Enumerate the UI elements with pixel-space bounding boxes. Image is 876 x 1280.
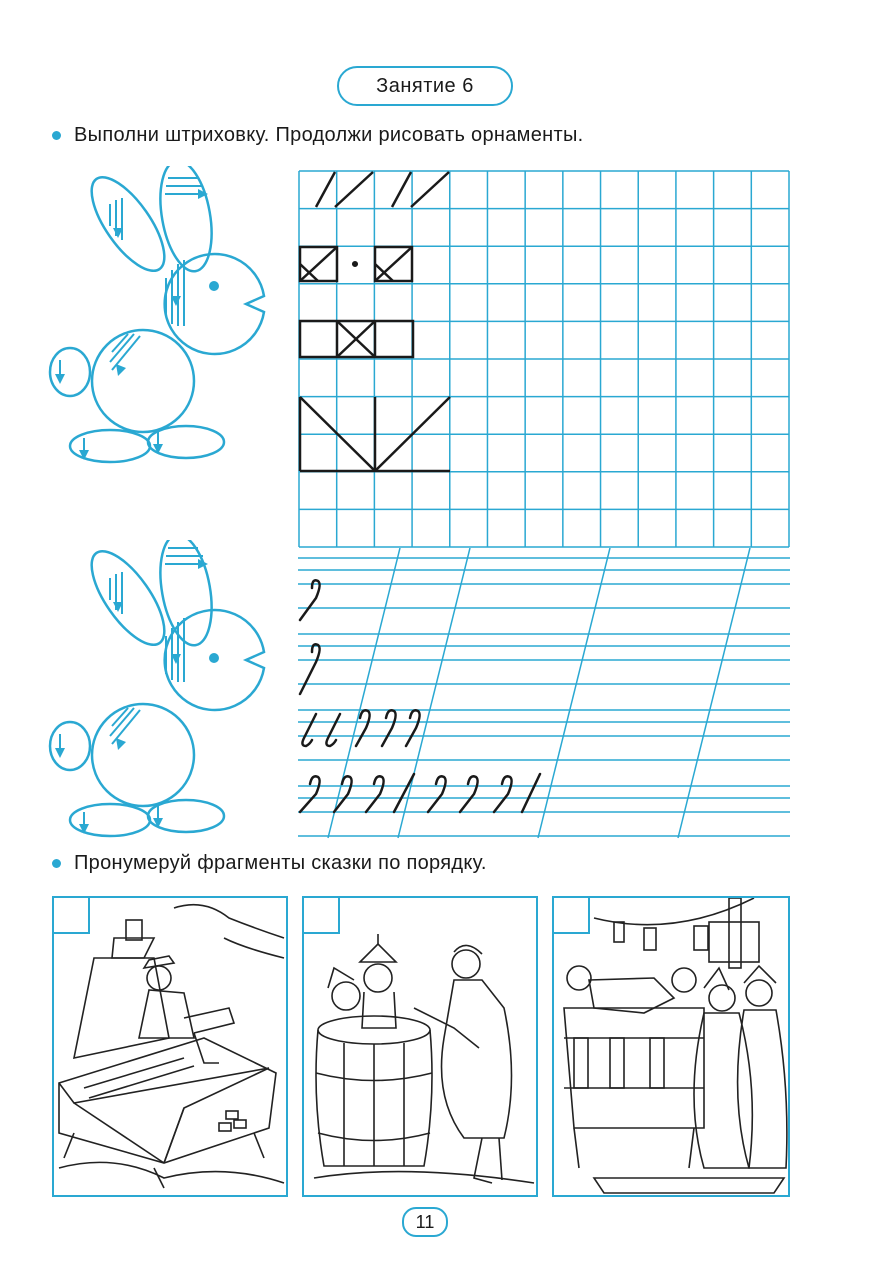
task-text: Пронумеруй фрагменты сказки по порядку. (74, 852, 487, 874)
task-instruction-numbering (52, 852, 487, 875)
emelya-on-stove-illustration (54, 898, 288, 1197)
number-input-box[interactable] (554, 898, 590, 934)
bullet-icon (52, 131, 61, 140)
task-instruction-shading (52, 124, 583, 147)
story-picture-3 (552, 896, 790, 1197)
handwriting-practice-lines (298, 548, 790, 844)
lesson-title: Занятие 6 (337, 66, 513, 106)
story-picture-2 (302, 896, 538, 1197)
story-picture-1 (52, 896, 288, 1197)
rabbit-shading-figure-1 (48, 166, 278, 466)
ornament-grid (298, 170, 790, 548)
village-scene-illustration (554, 898, 790, 1197)
handwriting-samples (300, 580, 540, 812)
task-text: Выполни штриховку. Продолжи рисовать орнаменты. (74, 124, 584, 146)
bullet-icon (52, 859, 61, 868)
barrel-scene-illustration (304, 898, 538, 1197)
page-number: 11 (402, 1207, 448, 1237)
number-input-box[interactable] (304, 898, 340, 934)
rabbit-shading-figure-2 (48, 540, 278, 840)
number-input-box[interactable] (54, 898, 90, 934)
